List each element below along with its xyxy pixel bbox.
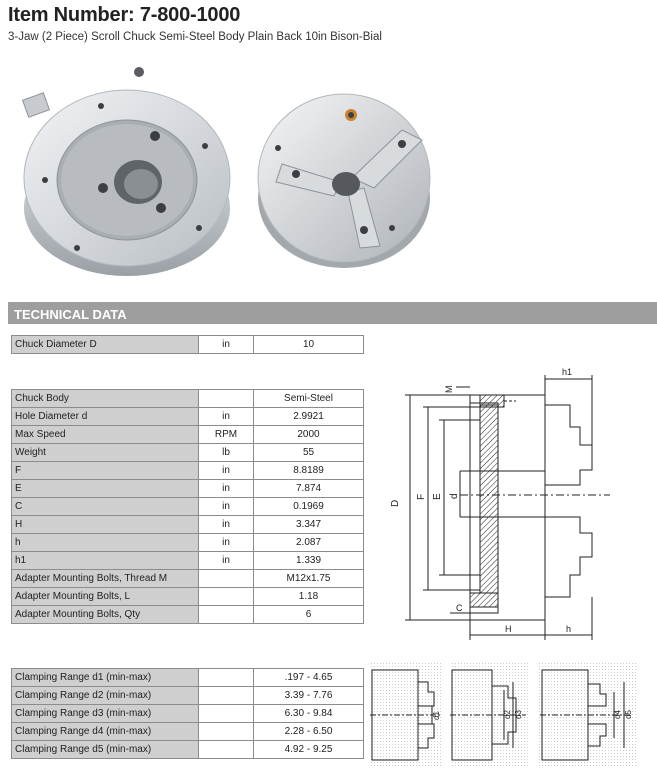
- dim-label-M: M: [444, 385, 454, 393]
- dim-label-E: E: [432, 493, 443, 500]
- table-row: [12, 516, 364, 534]
- spec-value: 2000: [254, 426, 364, 444]
- table-row: [12, 390, 364, 408]
- spec-label: Adapter Mounting Bolts, Thread M: [12, 570, 199, 588]
- dim-label-d: d: [449, 493, 460, 499]
- spec-unit: in: [199, 480, 254, 498]
- spec-unit: [199, 741, 254, 759]
- dim-label-H: H: [505, 624, 512, 634]
- spec-label: Clamping Range d2 (min-max): [12, 687, 199, 705]
- table-row: [12, 705, 364, 723]
- spec-unit: [199, 705, 254, 723]
- spec-value: 3.347: [254, 516, 364, 534]
- spec-unit: [199, 687, 254, 705]
- spec-label: h1: [12, 552, 199, 570]
- spec-value: 0.1969: [254, 498, 364, 516]
- table-row: [12, 687, 364, 705]
- table-row: [12, 426, 364, 444]
- table-row: [12, 336, 364, 354]
- spec-label: Clamping Range d4 (min-max): [12, 723, 199, 741]
- spec-value: 55: [254, 444, 364, 462]
- spec-value: 1.18: [254, 588, 364, 606]
- spec-unit: [199, 390, 254, 408]
- cross-section-drawing: [380, 365, 630, 650]
- spec-value: 4.92 - 9.25: [254, 741, 364, 759]
- spec-value: 6: [254, 606, 364, 624]
- spec-unit: [199, 588, 254, 606]
- technical-data-header: TECHNICAL DATA: [8, 302, 657, 324]
- spec-value: 10: [254, 336, 364, 354]
- spec-value: 2.087: [254, 534, 364, 552]
- spec-unit: [199, 669, 254, 687]
- chuck-diameter-table: [11, 335, 364, 354]
- spec-value: Semi-Steel: [254, 390, 364, 408]
- spec-unit: in: [199, 408, 254, 426]
- page-subtitle: 3-Jaw (2 Piece) Scroll Chuck Semi-Steel Body Plain Back 10in Bison-Bial: [8, 31, 382, 43]
- chuck-back-photo: [15, 58, 235, 283]
- table-row: [12, 588, 364, 606]
- clamp-label-d2: d2: [503, 710, 512, 719]
- chuck-specs-table: [11, 389, 364, 624]
- clamping-diagrams: [370, 662, 640, 772]
- spec-value: M12x1.75: [254, 570, 364, 588]
- spec-unit: lb: [199, 444, 254, 462]
- spec-unit: [199, 723, 254, 741]
- spec-unit: in: [199, 516, 254, 534]
- table-row: [12, 669, 364, 687]
- table-row: [12, 462, 364, 480]
- clamp-label-d4: d4: [613, 710, 622, 719]
- spec-unit: in: [199, 498, 254, 516]
- clamping-range-table: [11, 668, 364, 759]
- spec-label: F: [12, 462, 199, 480]
- spec-value: 2.9921: [254, 408, 364, 426]
- spec-label: Max Speed: [12, 426, 199, 444]
- table-row: [12, 741, 364, 759]
- spec-label: H: [12, 516, 199, 534]
- table-row: [12, 534, 364, 552]
- table-row: [12, 498, 364, 516]
- table-row: [12, 444, 364, 462]
- spec-label: Chuck Diameter D: [12, 336, 199, 354]
- table-row: [12, 570, 364, 588]
- spec-value: 6.30 - 9.84: [254, 705, 364, 723]
- spec-unit: [199, 570, 254, 588]
- spec-label: Clamping Range d5 (min-max): [12, 741, 199, 759]
- spec-value: 8.8189: [254, 462, 364, 480]
- clamp-label-d3: d3: [514, 710, 523, 719]
- spec-unit: RPM: [199, 426, 254, 444]
- dim-label-h1: h1: [562, 367, 573, 377]
- table-row: [12, 606, 364, 624]
- spec-label: Chuck Body: [12, 390, 199, 408]
- dim-label-F: F: [416, 493, 427, 500]
- table-row: [12, 552, 364, 570]
- spec-value: 3.39 - 7.76: [254, 687, 364, 705]
- spec-label: Weight: [12, 444, 199, 462]
- spec-label: h: [12, 534, 199, 552]
- table-row: [12, 480, 364, 498]
- page-title: Item Number: 7-800-1000: [8, 4, 241, 26]
- spec-label: Hole Diameter d: [12, 408, 199, 426]
- spec-unit: in: [199, 336, 254, 354]
- table-row: [12, 723, 364, 741]
- spec-value: .197 - 4.65: [254, 669, 364, 687]
- spec-value: 1.339: [254, 552, 364, 570]
- spec-value: 2.28 - 6.50: [254, 723, 364, 741]
- clamp-label-d1: d1: [432, 711, 441, 720]
- clamp-label-d5: d5: [624, 710, 633, 719]
- spec-unit: in: [199, 534, 254, 552]
- table-row: [12, 408, 364, 426]
- spec-unit: in: [199, 462, 254, 480]
- spec-unit: [199, 606, 254, 624]
- spec-label: Clamping Range d1 (min-max): [12, 669, 199, 687]
- spec-label: Clamping Range d3 (min-max): [12, 705, 199, 723]
- chuck-front-photo: [252, 78, 442, 278]
- dim-label-D: D: [390, 499, 401, 507]
- spec-label: E: [12, 480, 199, 498]
- spec-label: Adapter Mounting Bolts, Qty: [12, 606, 199, 624]
- dim-label-h: h: [566, 624, 572, 634]
- spec-value: 7.874: [254, 480, 364, 498]
- spec-label: C: [12, 498, 199, 516]
- spec-unit: in: [199, 552, 254, 570]
- dim-label-C: C: [456, 603, 463, 613]
- spec-label: Adapter Mounting Bolts, L: [12, 588, 199, 606]
